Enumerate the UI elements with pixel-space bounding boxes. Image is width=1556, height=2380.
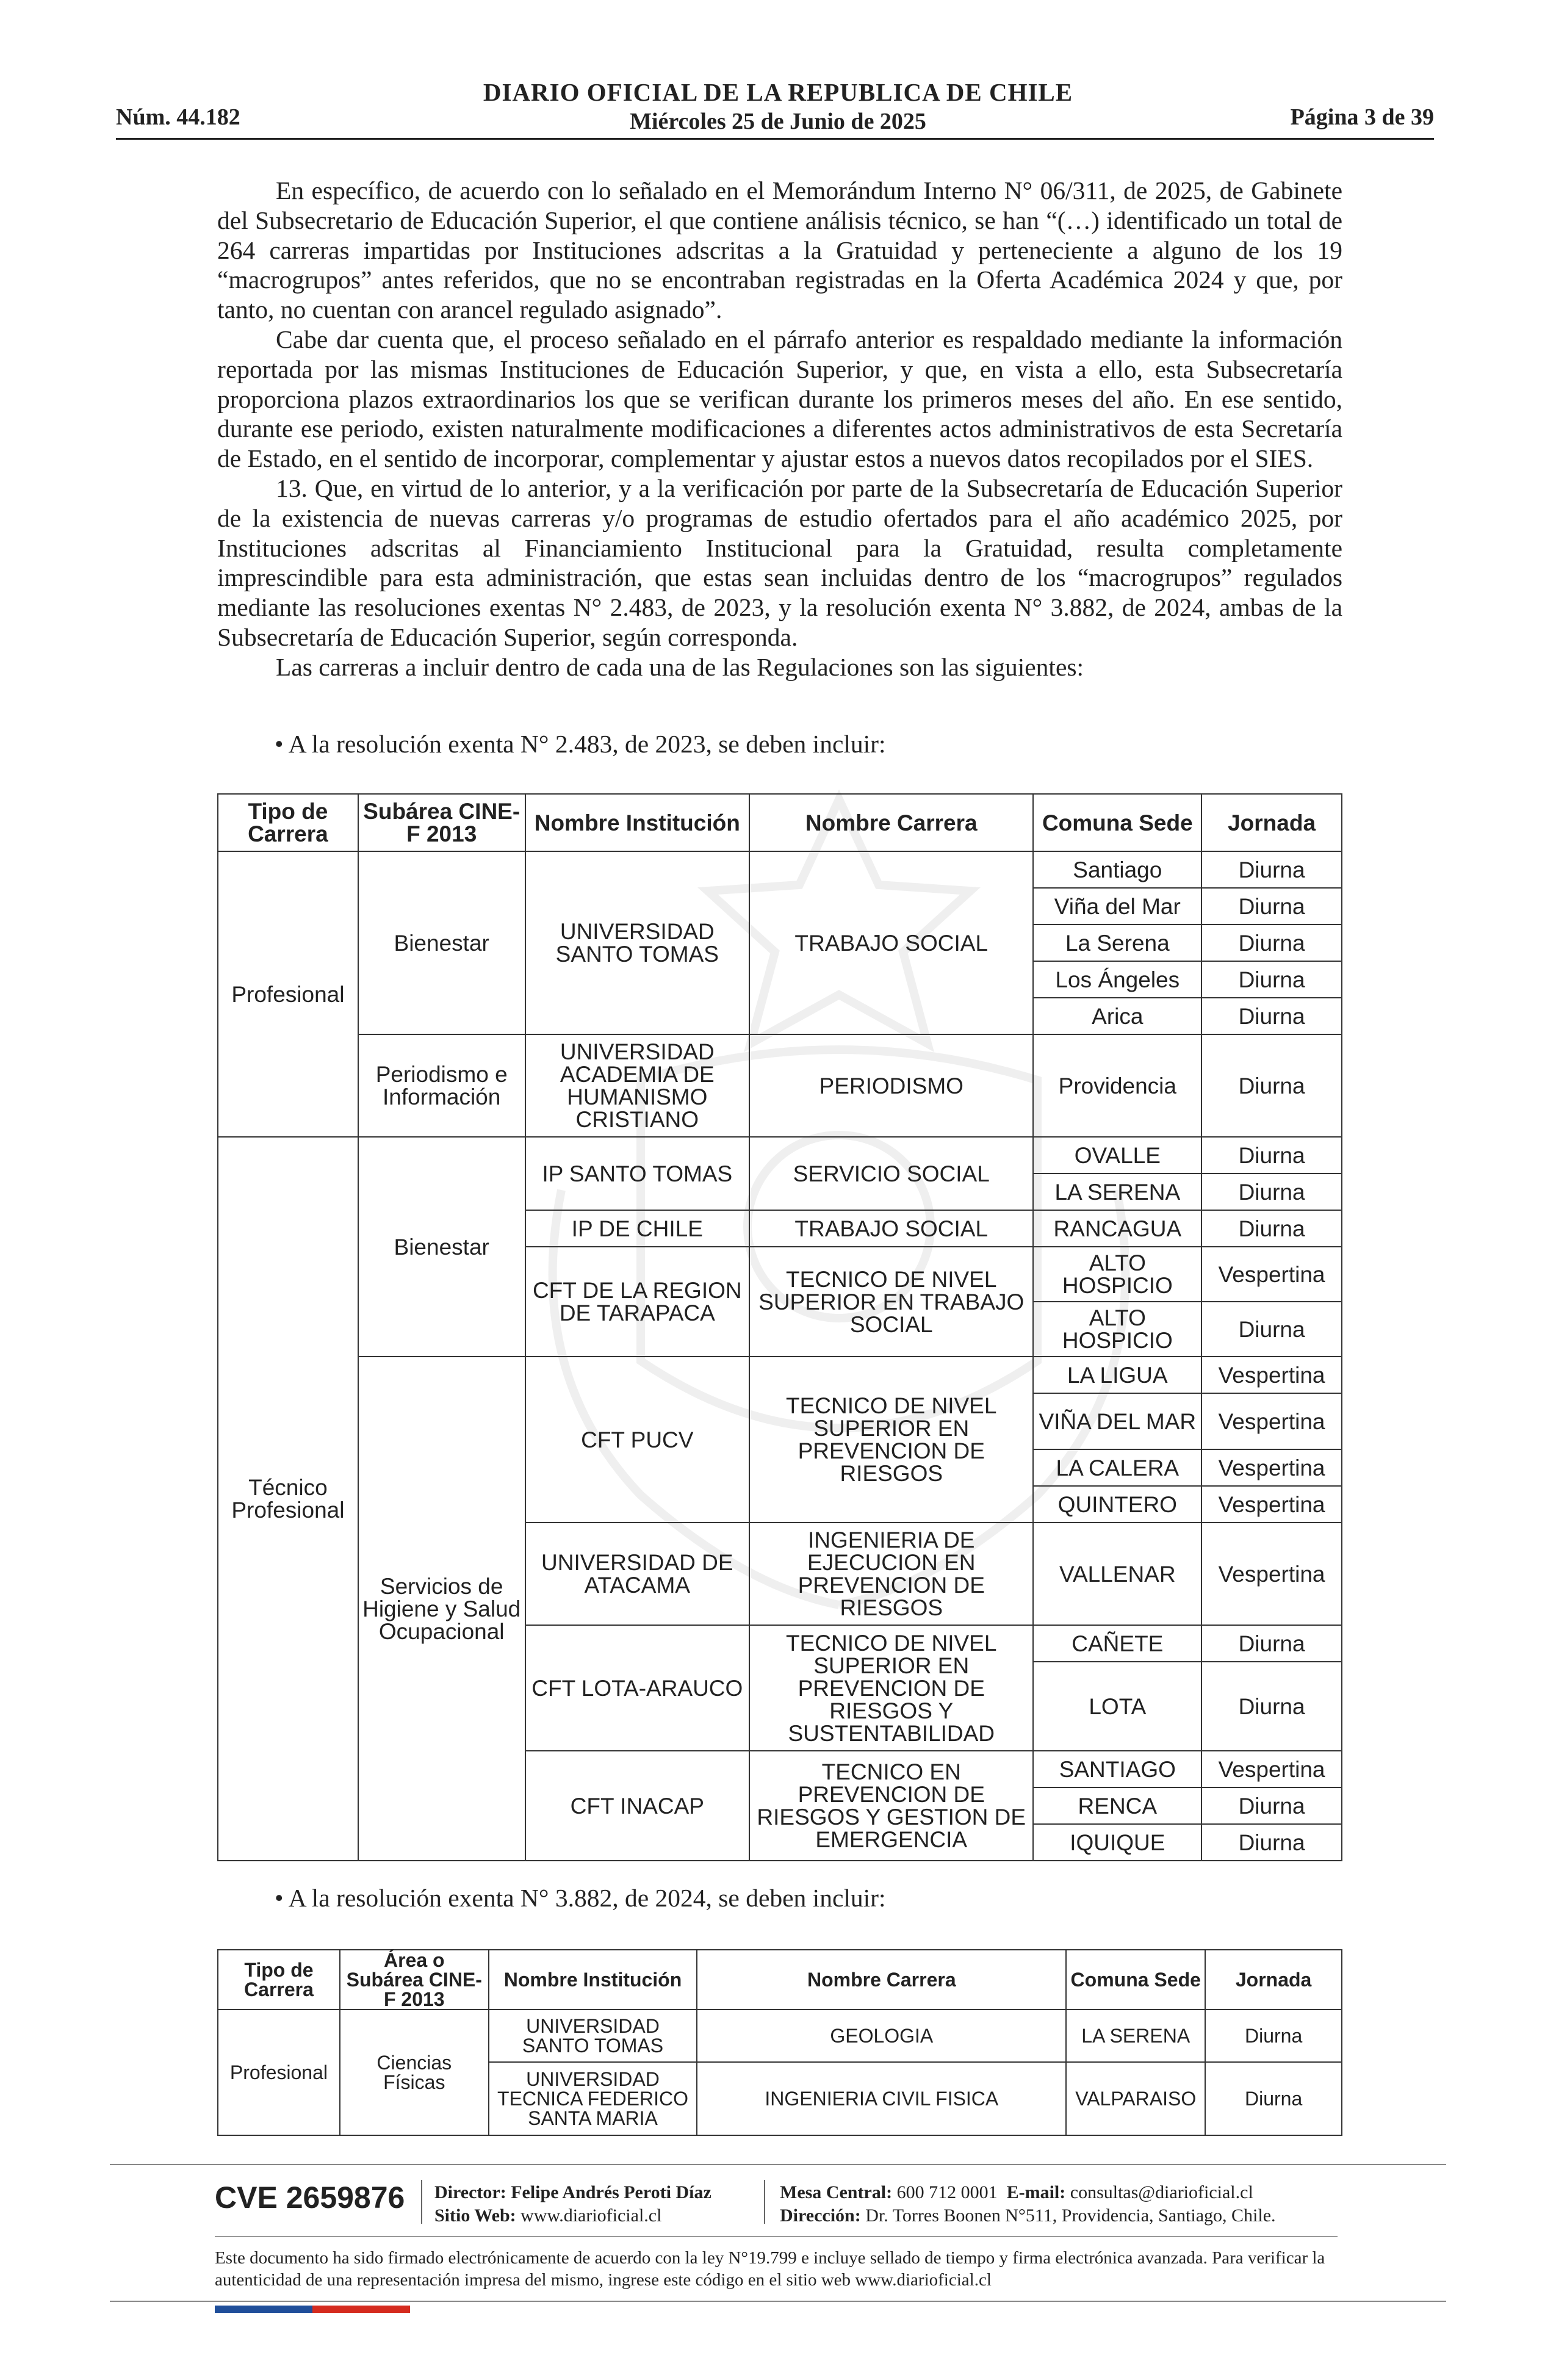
footer-separator: [764, 2180, 765, 2224]
cell-jornada: Diurna: [1201, 851, 1342, 888]
cell-carrera: TECNICO DE NIVEL SUPERIOR EN PREVENCION DE RIESGOS Y SUSTENTABILIDAD: [749, 1625, 1033, 1751]
cell-carrera: PERIODISMO: [749, 1034, 1033, 1137]
paragraph-2: Cabe dar cuenta que, el proceso señalado en el párrafo anterior es respaldado mediante la información reportada por las mismas Instituciones de Educación Superior, y que, en vista a ello, esta Subsecretaría proporciona plazos extraordinarios los que se verifican durante los primeros meses del año. En ese sentido, durante ese periodo, existen naturalmente modificaciones a diferentes actos administrativos de esta Secretaría de Estado, en el sentido de incorporar, complementar y ajustar estos a nuevos datos recopilados por el SIES.: [217, 325, 1342, 473]
cell-institucion: IP DE CHILE: [525, 1210, 749, 1247]
cell-carrera: TRABAJO SOCIAL: [749, 1210, 1033, 1247]
cell-comuna: Viña del Mar: [1033, 888, 1201, 925]
cell-jornada: Diurna: [1201, 1137, 1342, 1174]
email-label: E-mail:: [1006, 2182, 1066, 2202]
cell-jornada: Diurna: [1205, 2010, 1342, 2062]
header-divider: [116, 138, 1434, 140]
header-institucion: Nombre Institución: [489, 1950, 697, 2010]
website-link[interactable]: www.diarioficial.cl: [520, 2205, 662, 2226]
cell-jornada: Diurna: [1201, 1302, 1342, 1357]
cell-institucion: UNIVERSIDAD ACADEMIA DE HUMANISMO CRISTIANO: [525, 1034, 749, 1137]
footer-divider-top: [110, 2164, 1446, 2165]
footer-director-block: [434, 2181, 711, 2227]
table-row: [218, 2010, 1342, 2062]
cell-institucion: CFT LOTA-ARAUCO: [525, 1625, 749, 1751]
cell-institucion: UNIVERSIDAD SANTO TOMAS: [525, 851, 749, 1034]
footer-contact-block: [780, 2181, 1276, 2227]
cell-comuna: LA LIGUA: [1033, 1357, 1201, 1393]
paragraph-3: 13. Que, en virtud de lo anterior, y a la verificación por parte de la Subsecretaría de Educación Superior de la existencia de nuevas carreras y/o programas de estudio ofertados para el año académico 2025, por Instituciones adscritas al Financiamiento Institucional para la Gratuidad, resulta completamente imprescindible para esta administración, que estas sean incluidas dentro de los “macrogrupos” regulados mediante las resoluciones exentas N° 2.483, de 2023, y la resolución exenta N° 3.882, de 2024, ambas de la Subsecretaría de Educación Superior, según corresponda.: [217, 474, 1342, 651]
cell-jornada: Vespertina: [1201, 1393, 1342, 1449]
cell-jornada: Diurna: [1201, 1210, 1342, 1247]
cell-comuna: RENCA: [1033, 1787, 1201, 1824]
cell-institucion: UNIVERSIDAD DE ATACAMA: [525, 1523, 749, 1625]
cell-comuna: VALPARAISO: [1066, 2062, 1205, 2135]
address-line: [780, 2204, 1276, 2227]
mesa-phone: 600 712 0001: [896, 2182, 998, 2202]
header-area: Área o Subárea CINE-F 2013: [340, 1950, 489, 2010]
address-text: Dr. Torres Boonen N°511, Providencia, Santiago, Chile.: [865, 2205, 1276, 2226]
mesa-label: Mesa Central:: [780, 2182, 893, 2202]
cell-comuna: LA CALERA: [1033, 1449, 1201, 1486]
table-header-row: [218, 794, 1342, 851]
director-label: Director:: [434, 2182, 506, 2202]
website-label: Sitio Web:: [434, 2205, 516, 2226]
email-link[interactable]: consultas@diarioficial.cl: [1070, 2182, 1253, 2202]
cell-subarea: Servicios de Higiene y Salud Ocupacional: [358, 1357, 525, 1861]
cell-carrera: INGENIERIA DE EJECUCION EN PREVENCION DE RIESGOS: [749, 1523, 1033, 1625]
page-number: Página 3 de 39: [1290, 104, 1434, 130]
contact-line: [780, 2181, 1276, 2204]
cell-jornada: Diurna: [1201, 1174, 1342, 1210]
cell-comuna: OVALLE: [1033, 1137, 1201, 1174]
header-tipo-carrera: Tipo de Carrera: [218, 1950, 340, 2010]
director-name: Felipe Andrés Peroti Díaz: [511, 2182, 711, 2202]
cell-institucion: CFT DE LA REGION DE TARAPACA: [525, 1247, 749, 1357]
footer-separator: [421, 2180, 422, 2224]
cell-tipo: Técnico Profesional: [218, 1137, 358, 1861]
footer-divider-middle: [215, 2236, 1338, 2237]
table-resolution-2483: [217, 793, 1342, 1861]
cell-subarea: Bienestar: [358, 851, 525, 1034]
header-tipo-carrera: Tipo de Carrera: [218, 794, 358, 851]
director-line: [434, 2181, 711, 2204]
cell-comuna: LOTA: [1033, 1662, 1201, 1751]
cell-comuna: VIÑA DEL MAR: [1033, 1393, 1201, 1449]
bullet-resolution-2483: • A la resolución exenta N° 2.483, de 2023, se deben incluir:: [275, 730, 886, 758]
cve-code: CVE 2659876: [215, 2180, 405, 2215]
cell-comuna: VALLENAR: [1033, 1523, 1201, 1625]
cell-carrera: TRABAJO SOCIAL: [749, 851, 1033, 1034]
cell-jornada: Diurna: [1201, 1824, 1342, 1861]
header-jornada: Jornada: [1205, 1950, 1342, 2010]
cell-jornada: Diurna: [1201, 1625, 1342, 1662]
cell-institucion: CFT PUCV: [525, 1357, 749, 1523]
cell-comuna: LA SERENA: [1033, 1174, 1201, 1210]
table-row: [218, 1357, 1342, 1393]
header-institucion: Nombre Institución: [525, 794, 749, 851]
cell-jornada: Diurna: [1201, 1662, 1342, 1751]
cell-institucion: CFT INACAP: [525, 1751, 749, 1861]
cell-comuna: LA SERENA: [1066, 2010, 1205, 2062]
cell-area: Ciencias Físicas: [340, 2010, 489, 2135]
table-row: [218, 851, 1342, 888]
header-jornada: Jornada: [1201, 794, 1342, 851]
cell-jornada: Diurna: [1201, 1034, 1342, 1137]
cell-institucion: UNIVERSIDAD SANTO TOMAS: [489, 2010, 697, 2062]
cell-jornada: Vespertina: [1201, 1247, 1342, 1302]
cell-institucion: UNIVERSIDAD TECNICA FEDERICO SANTA MARIA: [489, 2062, 697, 2135]
cell-jornada: Vespertina: [1201, 1357, 1342, 1393]
flag-stripe-blue: [215, 2306, 312, 2313]
signature-note: Este documento ha sido firmado electrónicamente de acuerdo con la ley N°19.799 e incluye sellado de tiempo y firma electrónica avanzada. Para verificar la autenticidad de una representación impresa del mismo, ingrese este código en el sitio web www.diarioficial.cl: [215, 2248, 1325, 2290]
table-row: [218, 1034, 1342, 1137]
cell-carrera: TECNICO DE NIVEL SUPERIOR EN TRABAJO SOCIAL: [749, 1247, 1033, 1357]
cell-comuna: Santiago: [1033, 851, 1201, 888]
header-comuna: Comuna Sede: [1066, 1950, 1205, 2010]
cell-comuna: ALTO HOSPICIO: [1033, 1247, 1201, 1302]
cell-comuna: La Serena: [1033, 925, 1201, 961]
issue-date: Miércoles 25 de Junio de 2025: [630, 109, 926, 134]
header-subarea: Subárea CINE-F 2013: [358, 794, 525, 851]
cell-carrera: INGENIERIA CIVIL FISICA: [697, 2062, 1066, 2135]
cell-comuna: Los Ángeles: [1033, 961, 1201, 998]
cell-carrera: TECNICO DE NIVEL SUPERIOR EN PREVENCION DE RIESGOS: [749, 1357, 1033, 1523]
header-carrera: Nombre Carrera: [697, 1950, 1066, 2010]
cell-jornada: Diurna: [1205, 2062, 1342, 2135]
cell-jornada: Diurna: [1201, 1787, 1342, 1824]
address-label: Dirección:: [780, 2205, 861, 2226]
cell-jornada: Vespertina: [1201, 1449, 1342, 1486]
cell-comuna: Arica: [1033, 998, 1201, 1034]
cell-jornada: Vespertina: [1201, 1751, 1342, 1787]
cell-comuna: QUINTERO: [1033, 1486, 1201, 1523]
header-comuna: Comuna Sede: [1033, 794, 1201, 851]
flag-stripe-red: [312, 2306, 410, 2313]
body-text: [217, 176, 1342, 682]
cell-comuna: SANTIAGO: [1033, 1751, 1201, 1787]
cell-jornada: Vespertina: [1201, 1523, 1342, 1625]
table-resolution-3882: [217, 1949, 1342, 2136]
table-header-row: [218, 1950, 1342, 2010]
cell-comuna: RANCAGUA: [1033, 1210, 1201, 1247]
cell-jornada: Vespertina: [1201, 1486, 1342, 1523]
masthead-title: DIARIO OFICIAL DE LA REPUBLICA DE CHILE: [483, 78, 1073, 106]
cell-jornada: Diurna: [1201, 998, 1342, 1034]
bullet-resolution-3882: • A la resolución exenta N° 3.882, de 2024, se deben incluir:: [275, 1884, 886, 1912]
cell-comuna: IQUIQUE: [1033, 1824, 1201, 1861]
table-row: [218, 1137, 1342, 1174]
cell-carrera: TECNICO EN PREVENCION DE RIESGOS Y GESTION DE EMERGENCIA: [749, 1751, 1033, 1861]
cell-institucion: IP SANTO TOMAS: [525, 1137, 749, 1210]
cell-carrera: GEOLOGIA: [697, 2010, 1066, 2062]
cell-comuna: Providencia: [1033, 1034, 1201, 1137]
paragraph-1: En específico, de acuerdo con lo señalado en el Memorándum Interno N° 06/311, de 2025, de Gabinete del Subsecretario de Educación Superior, el que contiene análisis técnico, se han “(…) identificado un total de 264 carreras impartidas por Instituciones adscritas a la Gratuidad y perteneciente a alguno de los 19 “macrogrupos” antes referidos, que no se encontraban registradas en la Oferta Académica 2024 y que, por tanto, no cuentan con arancel regulado asignado”.: [217, 176, 1342, 324]
cell-jornada: Diurna: [1201, 925, 1342, 961]
issue-number: Núm. 44.182: [116, 104, 240, 130]
cell-comuna: ALTO HOSPICIO: [1033, 1302, 1201, 1357]
cell-tipo: Profesional: [218, 851, 358, 1137]
cell-carrera: SERVICIO SOCIAL: [749, 1137, 1033, 1210]
cell-tipo: Profesional: [218, 2010, 340, 2135]
cell-subarea: Periodismo e Información: [358, 1034, 525, 1137]
paragraph-4: Las carreras a incluir dentro de cada una de las Regulaciones son las siguientes:: [276, 652, 1084, 681]
cell-subarea: Bienestar: [358, 1137, 525, 1357]
cell-jornada: Diurna: [1201, 961, 1342, 998]
website-line: [434, 2204, 711, 2227]
header-carrera: Nombre Carrera: [749, 794, 1033, 851]
cell-jornada: Diurna: [1201, 888, 1342, 925]
cell-comuna: CAÑETE: [1033, 1625, 1201, 1662]
footer-divider-bottom: [110, 2301, 1446, 2302]
